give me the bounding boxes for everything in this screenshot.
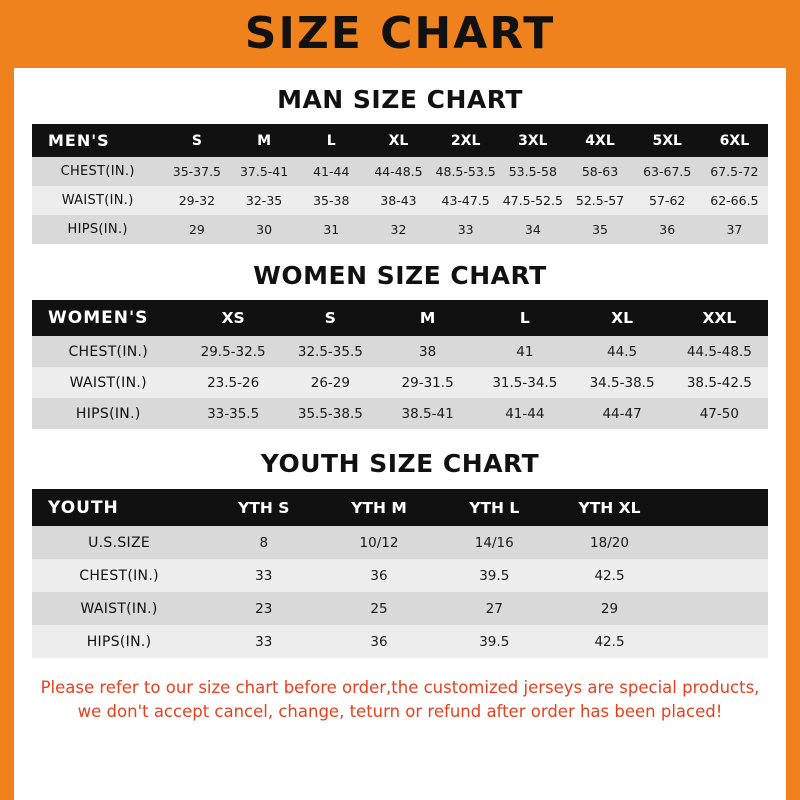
women-chest-l: 41 [476, 336, 573, 367]
men-header-label: MEN'S [32, 124, 163, 157]
content [14, 68, 786, 800]
youth-waist-label: WAIST(IN.) [32, 592, 206, 625]
youth-ussize-spacer [667, 526, 768, 559]
women-hips-s: 35.5-38.5 [282, 398, 379, 429]
order-notice-line-1: Please refer to our size chart before order,the customized jerseys are special products, [40, 678, 760, 697]
women-waist-xs: 23.5-26 [185, 367, 282, 398]
page-title: SIZE CHART [244, 8, 556, 59]
women-hips-m: 38.5-41 [379, 398, 476, 429]
women-waist-m: 29-31.5 [379, 367, 476, 398]
women-chest-xxl: 44.5-48.5 [671, 336, 768, 367]
table-row [32, 526, 768, 559]
women-chest-label: CHEST(IN.) [32, 336, 185, 367]
youth-ussize-ths: 8 [206, 526, 321, 559]
men-hips-l: 31 [298, 215, 365, 244]
men-hips-label: HIPS(IN.) [32, 215, 163, 244]
youth-header-thxl: YTH XL [552, 489, 667, 526]
youth-chest-thxl: 42.5 [552, 559, 667, 592]
table-row [32, 559, 768, 592]
women-hips-xl: 44-47 [573, 398, 670, 429]
men-header-6xl: 6XL [701, 124, 768, 157]
women-chest-xs: 29.5-32.5 [185, 336, 282, 367]
men-header-l: L [298, 124, 365, 157]
youth-waist-thxl: 29 [552, 592, 667, 625]
men-chest-l: 41-44 [298, 157, 365, 186]
youth-hips-spacer [667, 625, 768, 658]
table-row [32, 367, 768, 398]
table-row [32, 336, 768, 367]
order-notice-line-2: we don't accept cancel, change, teturn or refund after order has been placed! [77, 701, 723, 721]
men-waist-5xl: 57-62 [634, 186, 701, 215]
men-section-title: MAN SIZE CHART [277, 85, 523, 114]
women-header-xl: XL [573, 300, 670, 336]
men-header-s: S [163, 124, 230, 157]
women-waist-label: WAIST(IN.) [32, 367, 185, 398]
table-row [32, 398, 768, 429]
youth-ussize-thxl: 18/20 [552, 526, 667, 559]
men-hips-2xl: 33 [432, 215, 499, 244]
youth-header-thm: YTH M [321, 489, 436, 526]
women-chest-m: 38 [379, 336, 476, 367]
men-chest-xl: 44-48.5 [365, 157, 432, 186]
banner [0, 0, 800, 68]
youth-chest-spacer [667, 559, 768, 592]
men-waist-label: WAIST(IN.) [32, 186, 163, 215]
men-waist-4xl: 52.5-57 [566, 186, 633, 215]
men-hips-xl: 32 [365, 215, 432, 244]
men-header-2xl: 2XL [432, 124, 499, 157]
women-header-xs: XS [185, 300, 282, 336]
youth-hips-thm: 36 [321, 625, 436, 658]
men-waist-xl: 38-43 [365, 186, 432, 215]
youth-chest-thm: 36 [321, 559, 436, 592]
women-chest-xl: 44.5 [573, 336, 670, 367]
youth-hips-label: HIPS(IN.) [32, 625, 206, 658]
youth-section-title: YOUTH SIZE CHART [260, 449, 540, 478]
table-header-row [32, 124, 768, 157]
men-chest-2xl: 48.5-53.5 [432, 157, 499, 186]
youth-ussize-label: U.S.SIZE [32, 526, 206, 559]
men-header-3xl: 3XL [499, 124, 566, 157]
men-chest-label: CHEST(IN.) [32, 157, 163, 186]
men-header-4xl: 4XL [566, 124, 633, 157]
youth-waist-thm: 25 [321, 592, 436, 625]
youth-hips-thxl: 42.5 [552, 625, 667, 658]
youth-hips-ths: 33 [206, 625, 321, 658]
women-header-label: WOMEN'S [32, 300, 185, 336]
youth-chest-ths: 33 [206, 559, 321, 592]
women-header-s: S [282, 300, 379, 336]
men-hips-3xl: 34 [499, 215, 566, 244]
youth-waist-ths: 23 [206, 592, 321, 625]
men-size-table [32, 124, 768, 244]
men-hips-4xl: 35 [566, 215, 633, 244]
women-hips-xxl: 47-50 [671, 398, 768, 429]
men-header-m: M [230, 124, 297, 157]
men-waist-3xl: 47.5-52.5 [499, 186, 566, 215]
table-header-row [32, 489, 768, 526]
women-waist-xl: 34.5-38.5 [573, 367, 670, 398]
men-waist-s: 29-32 [163, 186, 230, 215]
men-header-5xl: 5XL [634, 124, 701, 157]
men-waist-6xl: 62-66.5 [701, 186, 768, 215]
order-notice [32, 676, 768, 734]
women-hips-xs: 33-35.5 [185, 398, 282, 429]
youth-header-label: YOUTH [32, 489, 206, 526]
youth-header-thl: YTH L [437, 489, 552, 526]
men-waist-2xl: 43-47.5 [432, 186, 499, 215]
women-hips-label: HIPS(IN.) [32, 398, 185, 429]
men-chest-5xl: 63-67.5 [634, 157, 701, 186]
youth-waist-thl: 27 [437, 592, 552, 625]
men-chest-4xl: 58-63 [566, 157, 633, 186]
women-header-xxl: XXL [671, 300, 768, 336]
men-hips-s: 29 [163, 215, 230, 244]
youth-waist-spacer [667, 592, 768, 625]
youth-ussize-thl: 14/16 [437, 526, 552, 559]
women-header-m: M [379, 300, 476, 336]
men-hips-5xl: 36 [634, 215, 701, 244]
table-row [32, 157, 768, 186]
women-section-title: WOMEN SIZE CHART [253, 261, 547, 290]
youth-size-table [32, 489, 768, 658]
table-row [32, 186, 768, 215]
table-row [32, 215, 768, 244]
men-hips-m: 30 [230, 215, 297, 244]
men-chest-3xl: 53.5-58 [499, 157, 566, 186]
youth-chest-thl: 39.5 [437, 559, 552, 592]
table-row [32, 625, 768, 658]
youth-header-ths: YTH S [206, 489, 321, 526]
youth-chest-label: CHEST(IN.) [32, 559, 206, 592]
men-hips-6xl: 37 [701, 215, 768, 244]
youth-ussize-thm: 10/12 [321, 526, 436, 559]
table-row [32, 592, 768, 625]
women-chest-s: 32.5-35.5 [282, 336, 379, 367]
table-header-row [32, 300, 768, 336]
men-waist-m: 32-35 [230, 186, 297, 215]
women-size-table [32, 300, 768, 429]
women-waist-xxl: 38.5-42.5 [671, 367, 768, 398]
youth-header-spacer [667, 489, 768, 526]
youth-hips-thl: 39.5 [437, 625, 552, 658]
men-chest-m: 37.5-41 [230, 157, 297, 186]
women-waist-s: 26-29 [282, 367, 379, 398]
men-chest-s: 35-37.5 [163, 157, 230, 186]
men-header-xl: XL [365, 124, 432, 157]
women-waist-l: 31.5-34.5 [476, 367, 573, 398]
men-chest-6xl: 67.5-72 [701, 157, 768, 186]
women-header-l: L [476, 300, 573, 336]
women-hips-l: 41-44 [476, 398, 573, 429]
men-waist-l: 35-38 [298, 186, 365, 215]
